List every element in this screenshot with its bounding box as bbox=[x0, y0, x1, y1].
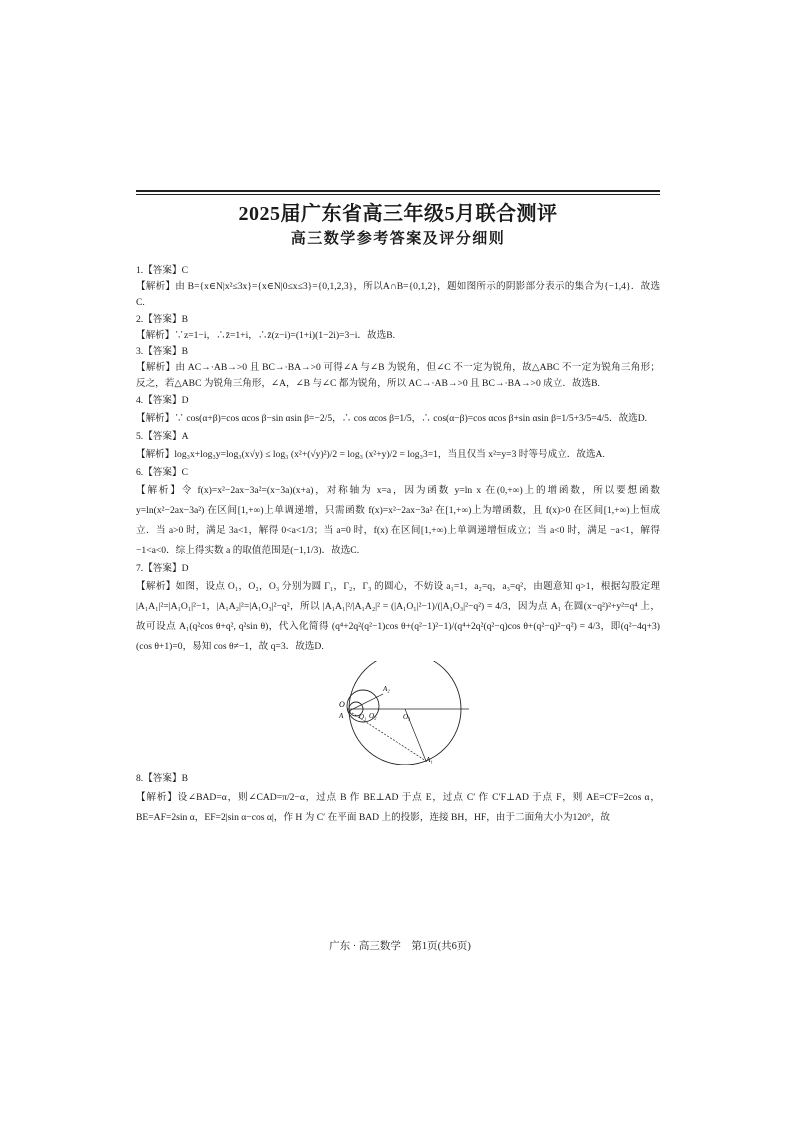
document-title: 2025届广东省高三年级5月联合测评 bbox=[238, 203, 558, 225]
question-3-answer: 3.【答案】B bbox=[136, 346, 188, 358]
question-6-explanation: 【解析】令 f(x)=x²−2ax−3a²=(x−3a)(x+a)，对称轴为 x=a，因为函数 y=ln x 在(0,+∞)上的增函数，所以要想函数 y=ln(x²−2ax−3a²) 在区间[1,+∞)上单调递增，只需函数 f(x)=x²−2ax−3a² 在[1,+∞)上为增函数，且 f(x)>0 在区间[1,+∞)上恒成立．当 a>0 时，满足 3a<1，解得 0<a<1/3；当 a=0 时，f(x) 在区间[1,+∞)上单调递增恒成立；当 a<0 时，满足 −a<1，解得 −1<a<0．综上得实数 a 的取值范围是(−1,1/3)．故选C. bbox=[136, 485, 660, 557]
question-6-answer: 6.【答案】C bbox=[136, 467, 188, 479]
question-5-answer: 5.【答案】A bbox=[136, 430, 189, 442]
label-a2: A₂ bbox=[383, 685, 390, 694]
page-footer: 广东 · 高三数学 第1页(共6页) bbox=[329, 941, 471, 952]
label-o: O bbox=[339, 700, 345, 710]
question-8-explanation: 【解析】设∠BAD=α，则∠CAD=π/2−α，过点 B 作 BE⊥AD 于点 E，过点 C′ 作 C′F⊥AD 于点 F，则 AE=C′F=2cos α，BE=AF=2sin α，EF=2|sin α−cos α|，作 H 为 C′ 在平面 BAD 上的投影，连接 BH，HF，由于二面角大小为120°，故 bbox=[136, 791, 660, 823]
label-o2: O₂ bbox=[369, 712, 377, 721]
label-a: A bbox=[339, 712, 344, 721]
question-2-explanation: 【解析】∵z=1−i，∴z̄=1+i，∴z̄(z−i)=(1+i)(1−2i)=3−i．故选B. bbox=[136, 329, 396, 341]
question-3-explanation: 【解析】由 AC→·AB→>0 且 BC→·BA→>0 可得∠A 与∠B 为锐角，但∠C 不一定为锐角，故△ABC 不一定为锐角三角形；反之，若△ABC 为锐角三角形，∠A，∠B 与∠C 都为锐角，所以 AC→·AB→>0 且 BC→·BA→>0 成立．故选B. bbox=[136, 362, 660, 390]
label-o3: O₃ bbox=[403, 713, 411, 722]
top-rule bbox=[136, 190, 660, 192]
question-1-explanation: 【解析】由 B={x∈N|x²≤3x}={x∈N|0≤x≤3}={0,1,2,3}，所以A∩B={0,1,2}，题如图所示的阴影部分表示的集合为{−1,4}．故选C. bbox=[136, 281, 660, 309]
question-7-answer: 7.【答案】D bbox=[136, 563, 189, 575]
tangent-circles-diagram bbox=[323, 661, 473, 765]
circles-figure bbox=[136, 661, 660, 765]
top-rule-thin bbox=[136, 194, 660, 195]
label-o1: O₁ bbox=[359, 713, 367, 722]
question-4-explanation: 【解析】∵ cos(α+β)=cos αcos β−sin αsin β=−2/5，∴ cos αcos β=1/5，∴ cos(α−β)=cos αcos β+sin αsin β=1/5+3/5=4/5．故选D. bbox=[136, 412, 648, 424]
question-7-explanation: 【解析】如图，设点 O₁，O₂，O₃ 分别为圆 Γ₁，Γ₂，Γ₃ 的圆心，不妨设 a₁=1，a₂=q，a₃=q²，由题意知 q>1，根据勾股定理 |A₁A₁|²=|A₁O₁|²−1，|A₁A₂|²=|A₁O₃|²−q²，所以 |A₁A₁|²/|A₁A₂|² = (|A₁O₁|²−1)/(|A₁O₃|²−q²) = 4/3，因为点 A₁ 在圆(x−q²)²+y²=q⁴ 上，故可设点 A₁(q²cos θ+q², q²sin θ)，代入化简得 (q⁴+2q²(q²−1)cos θ+(q²−1)²−1)/(q⁴+2q²(q²−q)cos θ+(q²−q)²−q²) = 4/3，即(q²−4q+3)(cos θ+1)=0，易知 cos θ≠−1，故 q=3．故选D. bbox=[136, 581, 660, 653]
document-subtitle: 高三数学参考答案及评分细则 bbox=[290, 229, 506, 247]
label-a1: A₁ bbox=[426, 756, 433, 765]
question-4-answer: 4.【答案】D bbox=[136, 394, 189, 406]
question-5-explanation: 【解析】log₃x+log₃y=log₃(x√y) ≤ log₃ (x²+(√y)²)/2 = log₃ (x²+y)/2 = log₃3=1，当且仅当 x²=y=3 时等号成立．故选A. bbox=[136, 449, 605, 461]
question-2-answer: 2.【答案】B bbox=[136, 313, 188, 325]
question-8-answer: 8.【答案】B bbox=[136, 773, 188, 785]
answer-page bbox=[136, 190, 660, 828]
question-1-answer: 1.【答案】C bbox=[136, 265, 188, 276]
